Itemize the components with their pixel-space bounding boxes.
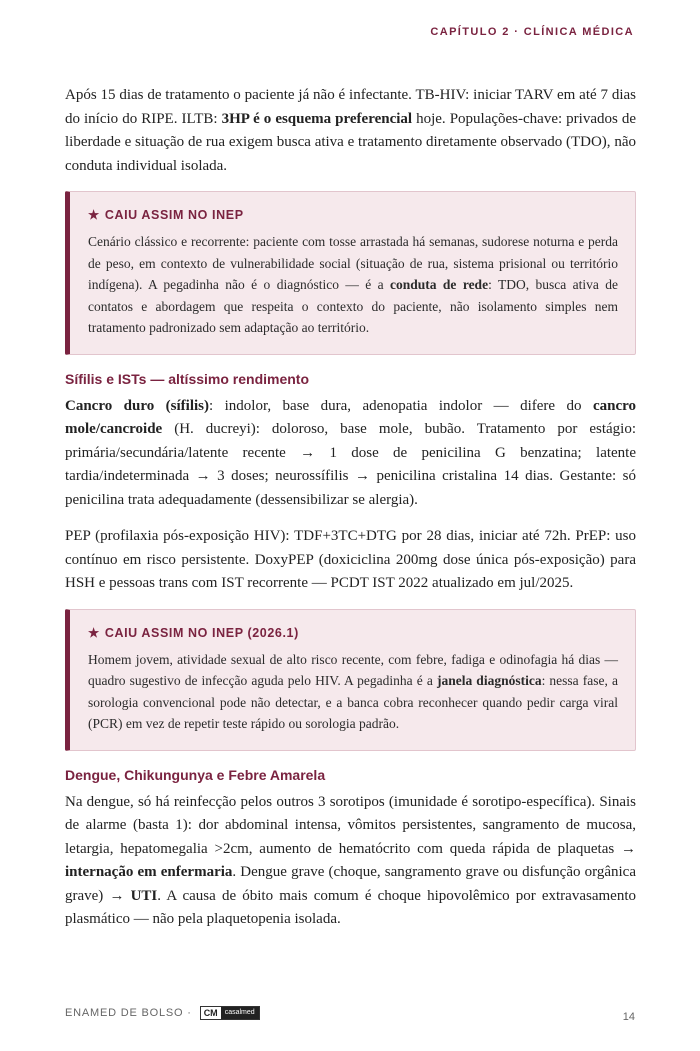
callout-title-text: CAIU ASSIM NO INEP (2026.1): [104, 625, 299, 640]
bold-text: janela diagnóstica: [436, 673, 542, 688]
paragraph-pep: [65, 525, 636, 596]
paragraph-dengue: [65, 791, 636, 932]
footer: [65, 1006, 260, 1020]
logo-cm: CM: [203, 1008, 218, 1018]
text-span: hoje. Populações-chave: privados de liberdade e situação de rua exigem busca ativa e tratamento diretamente observado (TDO), não conduta individual isolada.: [65, 110, 636, 174]
callout-text: [88, 649, 618, 735]
logo-name: casalmed: [221, 1007, 259, 1019]
text-span: PEP (profilaxia pós-exposição HIV): TDF+3TC+DTG por 28 dias, iniciar até 72h. PrEP: uso contínuo em risco persistente. DoxyPEP (doxiciclina 200mg dose única pós-exposição) para HSH e pessoas trans com IST recorrente — PCDT IST 2022 atualizado em jul/2025.: [65, 528, 636, 591]
text-span: Na dengue, só há reinfecção pelos outros 3 sorotipos (imunidade é sorotipo-específica). Sinais de alarme (basta 1): dor abdominal intensa, vômitos persistentes, sangramento de mucosa, letargia, hepatomegalia >2cm, aumento de hematócrito com queda rápida de plaquetas →: [65, 793, 636, 857]
bold-text: 3HP é o esquema preferencial: [221, 110, 413, 127]
bold-text: conduta de rede: [390, 277, 489, 292]
casalmed-logo: [200, 1006, 260, 1020]
page-number: 14: [622, 1011, 635, 1023]
bold-text: Cancro duro (sífilis): [65, 397, 210, 414]
text-span: . A causa de óbito mais comum é choque hipovolêmico por extravasamento plasmático — não pela plaquetopenia isolada.: [65, 887, 636, 927]
callout-box-inep-tb: [65, 191, 636, 355]
bold-text: cancro mole/cancroide: [65, 397, 636, 437]
callout-title: [88, 207, 618, 222]
star-icon: ★: [88, 625, 100, 640]
star-icon: ★: [88, 208, 100, 222]
chapter-header: CAPÍTULO 2 · CLÍNICA MÉDICA: [430, 26, 634, 38]
text-span: . Dengue grave (choque, sangramento grave ou disfunção orgânica grave) →: [65, 864, 636, 904]
callout-box-inep-hiv: [65, 609, 636, 751]
text-span: Após 15 dias de tratamento o paciente já não é infectante. TB-HIV: iniciar TARV em até 7 dias do início do RIPE. ILTB:: [65, 87, 636, 127]
bold-text: internação em enfermaria: [65, 864, 233, 880]
text-span: Cenário clássico e recorrente: paciente com tosse arrastada há semanas, sudorese noturna e perda de peso, em contexto de vulnerabilidade social (situação de rua, sistema prisional ou território indígena). A pegadinha não é o diagnóstico — é a: [88, 234, 618, 292]
paragraph-tb: [65, 84, 636, 178]
text-span: : TDO, busca ativa de contatos e abordagem que respeita o contexto do paciente, não isolamento simples nem tratamento padronizado sem adaptação ao território.: [88, 277, 618, 335]
text-span: : nessa fase, a sorologia convencional pode não detectar, e a banca cobra reconhecer quando pedir carga viral (PCR) em vez de repetir teste rápido ou sorologia padrão.: [88, 673, 618, 731]
text-span: Homem jovem, atividade sexual de alto risco recente, com febre, fadiga e odinofagia há dias — quadro sugestivo de infecção aguda pelo HIV. A pegadinha é a: [88, 651, 618, 688]
text-span: : indolor, base dura, adenopatia indolor — difere do: [209, 397, 593, 414]
callout-title: [88, 625, 618, 640]
callout-text: [88, 231, 618, 339]
footer-brand: ENAMED DE BOLSO ·: [65, 1007, 192, 1019]
section-heading-dengue: Dengue, Chikungunya e Febre Amarela: [65, 766, 326, 783]
callout-title-text: CAIU ASSIM NO INEP: [104, 208, 244, 222]
bold-text: UTI: [130, 887, 158, 904]
paragraph-cancro: [65, 395, 636, 513]
text-span: (H. ducreyi): doloroso, base mole, bubão. Tratamento por estágio: primária/secundária/latente recente → 1 dose de penicilina G benzatina; latente tardia/indeterminada → 3 doses; neurossífilis → penicilina cristalina 14 dias. Gestante: só penicilina trata adequadamente (dessensibilizar se alergia).: [65, 421, 636, 508]
page-content: [65, 84, 636, 945]
section-heading-sifilis: Sífilis e ISTs — altíssimo rendimento: [65, 370, 310, 387]
